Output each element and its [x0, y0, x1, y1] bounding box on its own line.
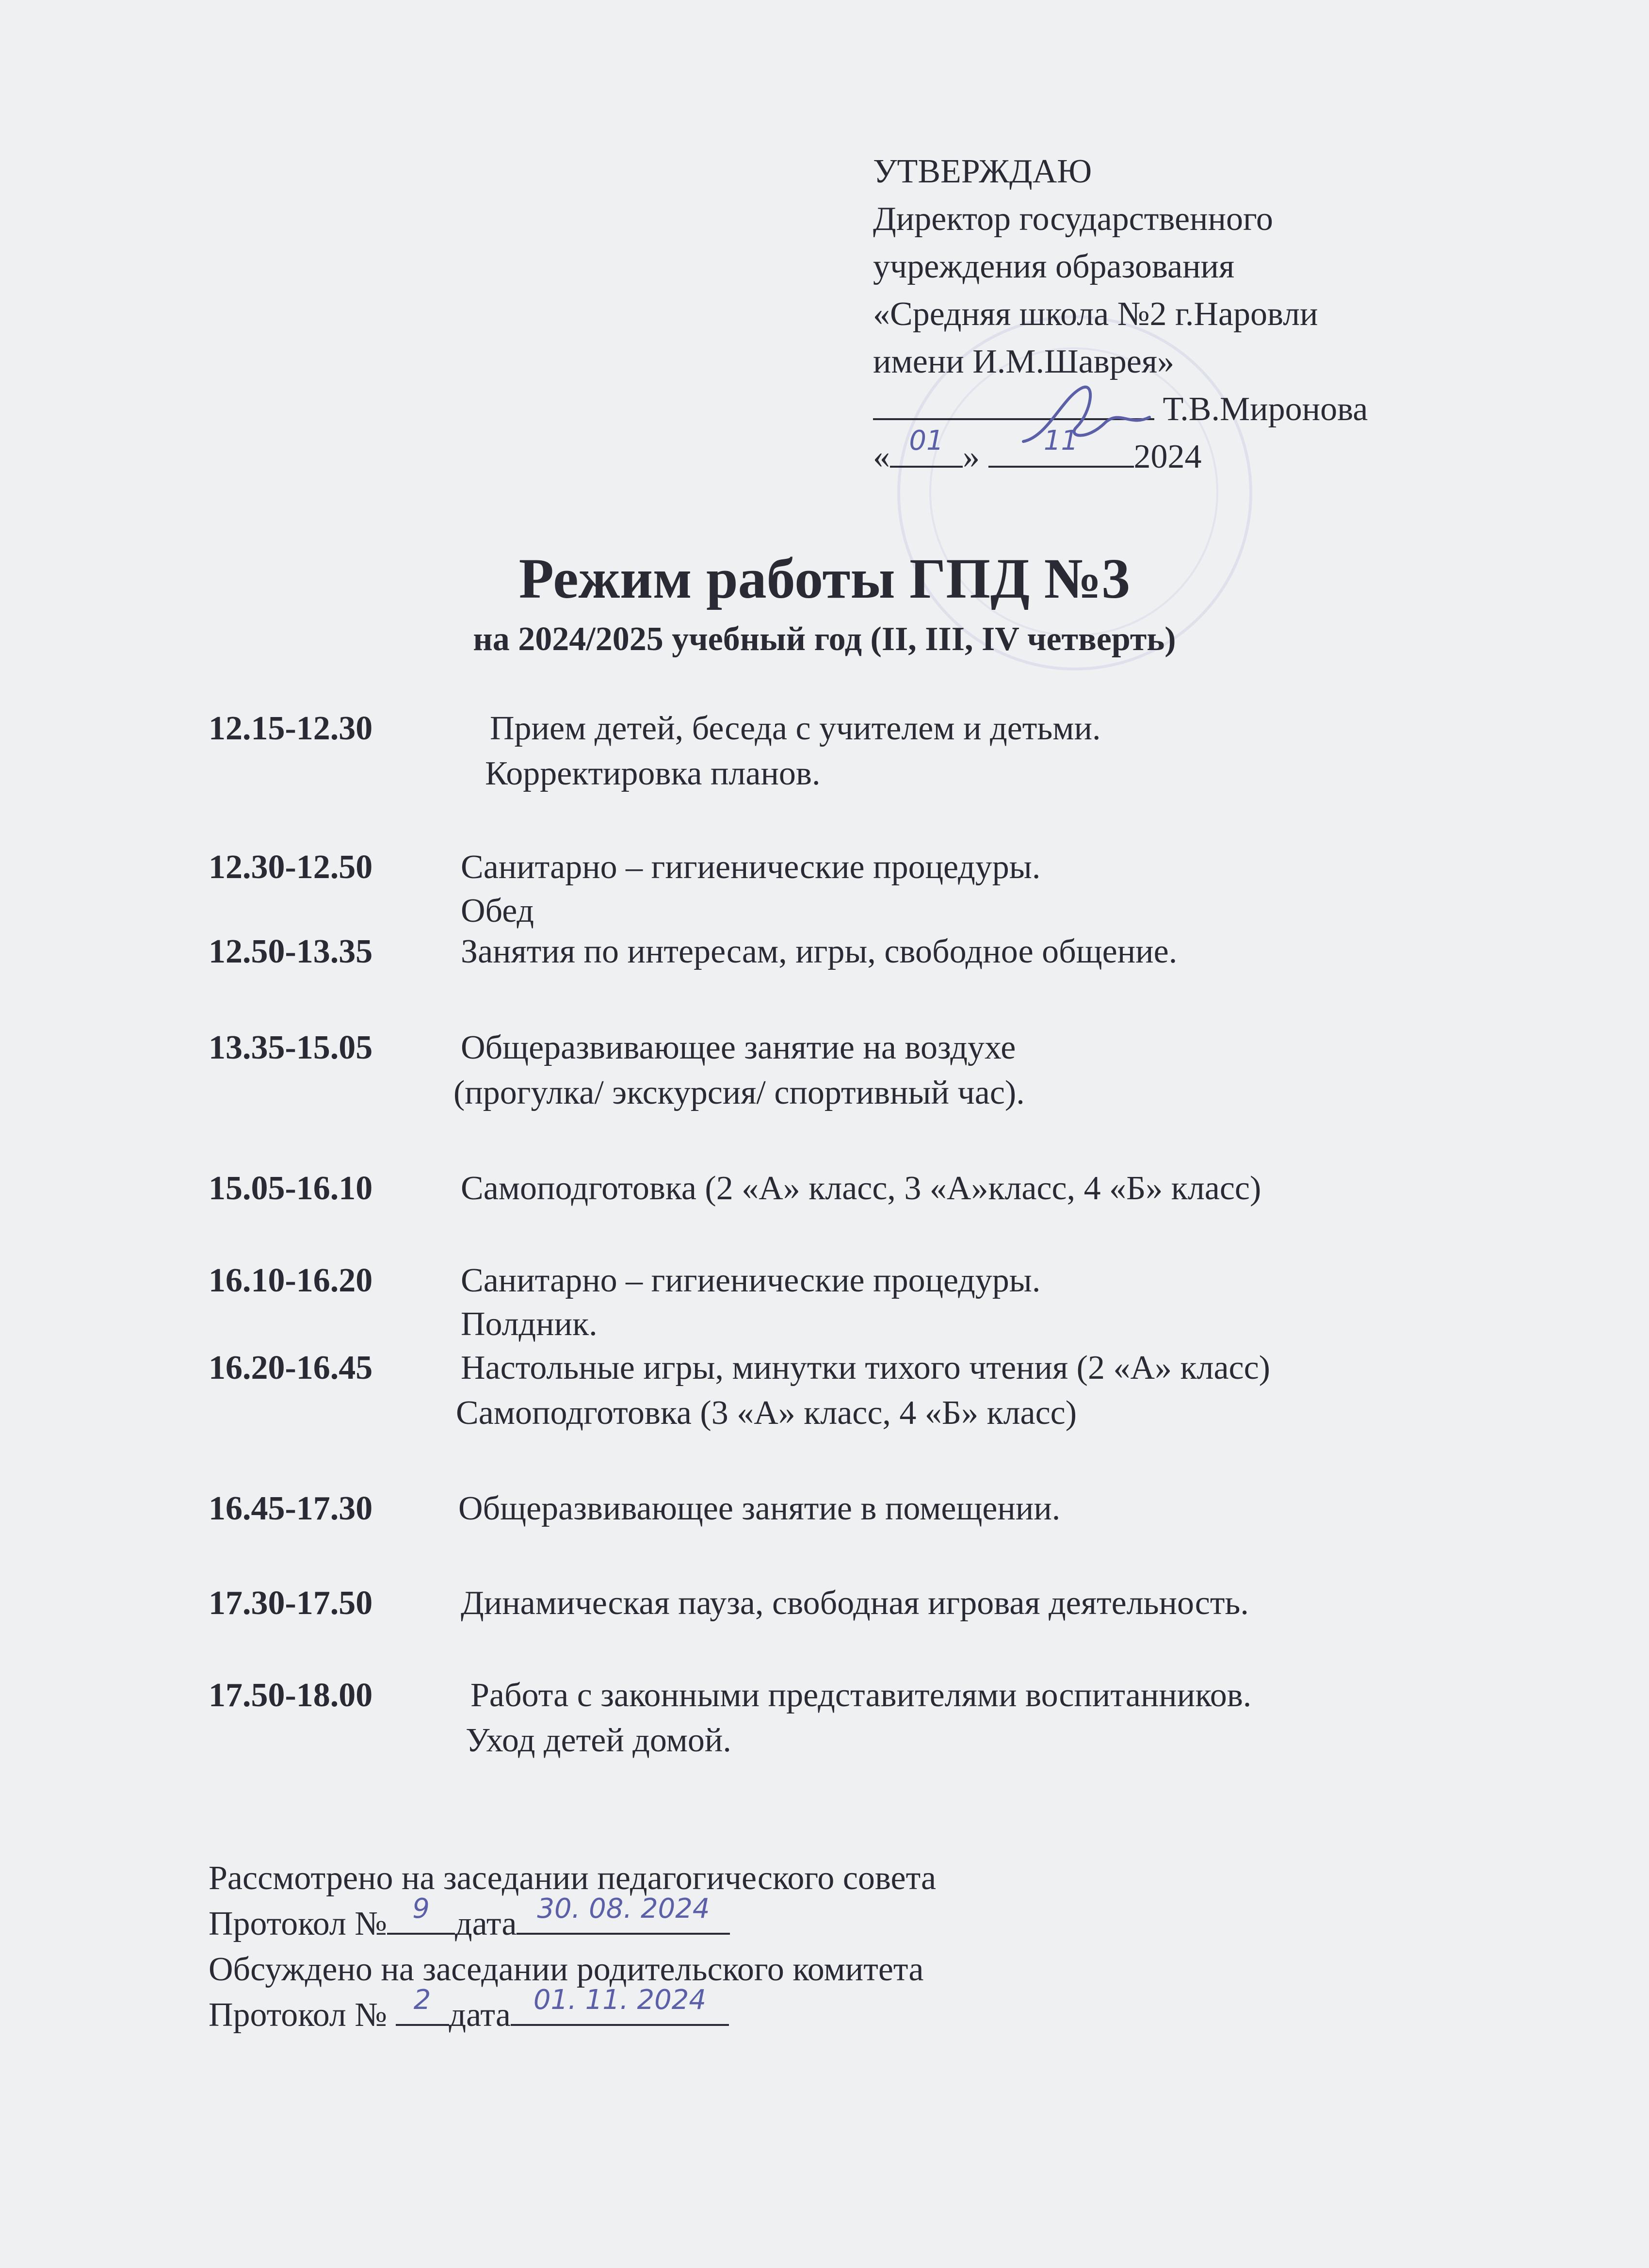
date-open-quote: «: [873, 438, 890, 475]
schedule-time: 12.30-12.50: [209, 848, 373, 886]
schedule-activity: Корректировка планов.: [485, 755, 821, 792]
date-year: 2024: [1133, 438, 1202, 475]
schedule-activity: Прием детей, беседа с учителем и детьми.: [490, 710, 1101, 747]
date-month: 11: [1043, 425, 1079, 457]
schedule-activity: Занятия по интересам, игры, свободное общение.: [461, 933, 1178, 970]
schedule-activity: Санитарно – гигиенические процедуры.: [461, 848, 1041, 886]
protocol-2-number-field: [396, 1984, 449, 2026]
schedule-activity: Динамическая пауза, свободная игровая деятельность.: [461, 1584, 1249, 1622]
footer-line-1: Рассмотрено на заседании педагогического совета: [209, 1860, 937, 1897]
footer-line-3: Обсуждено на заседании родительского комитета: [209, 1951, 924, 1988]
director-name: Т.В.Миронова: [1163, 391, 1368, 428]
protocol-2-date-field: [511, 1984, 729, 2026]
approval-line-3: «Средняя школа №2 г.Наровли: [873, 295, 1318, 333]
schedule-activity: Санитарно – гигиенические процедуры.: [461, 1262, 1041, 1299]
schedule-time: 16.10-16.20: [209, 1262, 373, 1299]
approval-line-2: учреждения образования: [873, 248, 1235, 285]
schedule-activity: Работа с законными представителями воспитанников.: [470, 1677, 1252, 1714]
schedule-time: 17.50-18.00: [209, 1677, 373, 1714]
date-label: дата: [449, 1996, 511, 2034]
date-day: 01: [909, 425, 944, 457]
director-signature: [1004, 369, 1159, 466]
schedule-activity: Самоподготовка (2 «А» класс, 3 «А»класс, 4 «Б» класс): [461, 1170, 1261, 1207]
schedule-activity: Обед: [461, 892, 534, 930]
schedule-activity: Настольные игры, минутки тихого чтения (2 «А» класс): [461, 1349, 1270, 1387]
schedule-activity: Общеразвивающее занятие на воздухе: [461, 1029, 1016, 1066]
schedule-time: 16.45-17.30: [209, 1490, 373, 1527]
protocol-2-number: 2: [413, 1984, 431, 2016]
schedule-activity: Самоподготовка (3 «А» класс, 4 «Б» класс): [456, 1394, 1077, 1432]
schedule-time: 12.15-12.30: [209, 710, 373, 747]
schedule-activity: (прогулка/ экскурсия/ спортивный час).: [453, 1074, 1025, 1111]
footer-block: [209, 1856, 936, 2038]
date-close-quote: »: [963, 438, 980, 475]
schedule-time: 17.30-17.50: [209, 1584, 373, 1622]
approval-line-4: имени И.М.Шаврея»: [873, 343, 1175, 380]
protocol-1-date: 30. 08. 2024: [537, 1893, 710, 1925]
schedule-time: 12.50-13.35: [209, 933, 373, 970]
protocol-1-number: 9: [412, 1893, 430, 1925]
protocol-label: Протокол №: [209, 1996, 388, 2034]
footer-protocol-1: [209, 1893, 936, 1947]
protocol-2-date: 01. 11. 2024: [533, 1984, 707, 2016]
document-title: Режим работы ГПД №3: [518, 547, 1131, 610]
schedule-time: 16.20-16.45: [209, 1349, 373, 1387]
protocol-1-number-field: [387, 1893, 455, 1935]
protocol-1-date-field: [517, 1893, 730, 1935]
approval-line-1: Директор государственного: [873, 200, 1273, 238]
schedule-time: 15.05-16.10: [209, 1170, 373, 1207]
schedule-activity: Общеразвивающее занятие в помещении.: [458, 1490, 1061, 1527]
date-day-field: [890, 425, 963, 468]
footer-protocol-2: [209, 1984, 936, 2038]
schedule-time: 13.35-15.05: [209, 1029, 373, 1066]
approval-heading: УТВЕРЖДАЮ: [873, 153, 1092, 190]
schedule-activity: Полдник.: [461, 1305, 598, 1343]
date-label: дата: [455, 1905, 517, 1942]
schedule-activity: Уход детей домой.: [466, 1722, 731, 1759]
protocol-label: Протокол №: [209, 1905, 388, 1942]
document-subtitle: на 2024/2025 учебный год (II, III, IV четверть): [473, 620, 1176, 658]
